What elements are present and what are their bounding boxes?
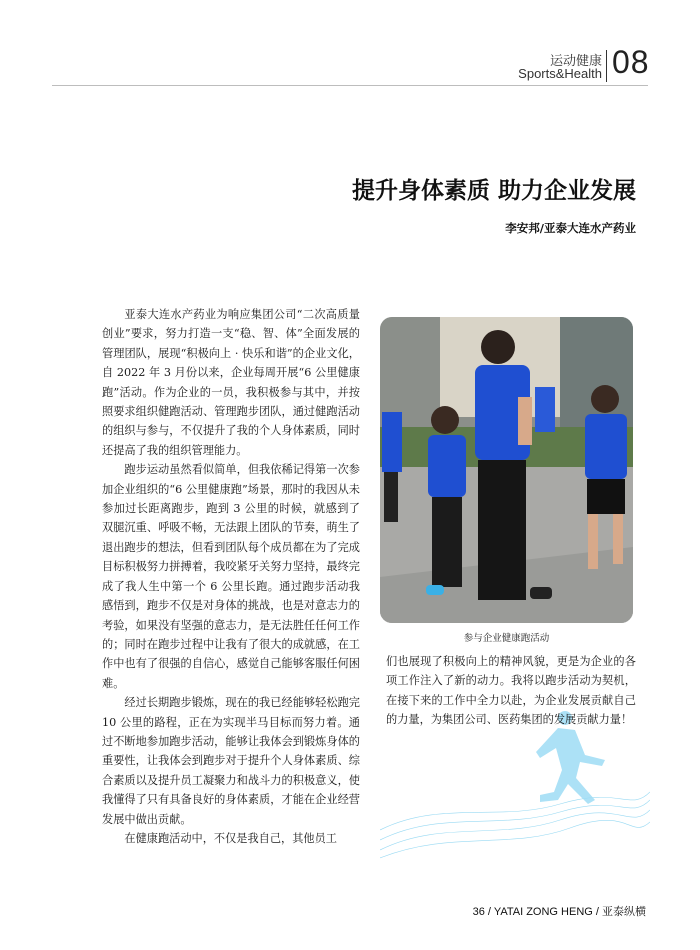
section-title-cn: 运动健康 (549, 54, 602, 69)
running-photo (380, 317, 633, 623)
article-body-left (102, 305, 360, 848)
paragraph: 们也展现了积极向上的精神风貌，更是为企业的各项工作注入了新的动力。我将以跑步活动为契机，在接下来的工作中全力以赴，为企业发展贡献自己的力量，为集团公司、医药集团的发展贡献力量！ (386, 655, 636, 727)
paragraph: 经过长期跑步锻炼，现在的我已经能够轻松跑完 10 公里的路程，正在为实现半马目标而努力着。通过不断地参加跑步活动，能够让我体会到锻炼身体的重要性，让我体会到跑步对于提升个人身体素质、综合素质以及提升员工凝聚力和战斗力的积极意义，使我懂得了只有具备良好的身体素质，才能在企业经营发展中做出贡献。 (102, 696, 360, 826)
paragraph: 亚泰大连水产药业为响应集团公司“二次高质量创业”要求，努力打造一支“稳、智、体”全面发展的管理团队，展现“积极向上 · 快乐和谐”的企业文化，自 2022 年 3 月份以来，企业每周开展“6 公里健康跑”活动。作为企业的一员，我积极参与其中，并按照要求组织健跑活动、管理跑步团队，通过健跑活动的组织与参与，不仅提升了我的个人身体素质，同时还提高了我的组织管理能力。 (102, 308, 360, 457)
article-body-right (386, 652, 636, 730)
article-author: 李安邦/亚泰大连水产药业 (505, 221, 636, 235)
section-page-number: 08 (612, 44, 650, 80)
running-photo-illustration (380, 317, 633, 623)
section-title-en: Sports&Health (518, 66, 602, 81)
article-title: 提升身体素质 助力企业发展 (351, 178, 636, 204)
header-rule (52, 85, 648, 86)
paragraph: 在健康跑活动中，不仅是我自己，其他员工 (124, 831, 337, 845)
paragraph: 跑步运动虽然看似简单，但我依稀记得第一次参加企业组织的“6 公里健康跑”场景，那时的我因从未参加过长距离跑步，跑到 3 公里的时候，就感到了双腿沉重、呼吸不畅，无法跟上团队的节奏，萌生了退出跑步的想法，但看到团队每个成员都在为了完成目标积极努力拼搏着，我咬紧牙关努力坚持，最终完成了我人生中第一个 6 公里长跑。通过跑步活动我感悟到，跑步不仅是对身体的挑战，也是对意志力的考验，如果没有坚强的意志力，是无法胜任任何工作的；同时在跑步过程中让我有了很大的成就感，在工作中也有了很强的自信心，感觉自己能够客服任何困难。 (102, 463, 360, 690)
page-footer: 36 / YATAI ZONG HENG / 亚泰纵横 (472, 906, 646, 918)
section-divider (606, 50, 607, 82)
photo-caption: 参与企业健康跑活动 (463, 633, 550, 644)
